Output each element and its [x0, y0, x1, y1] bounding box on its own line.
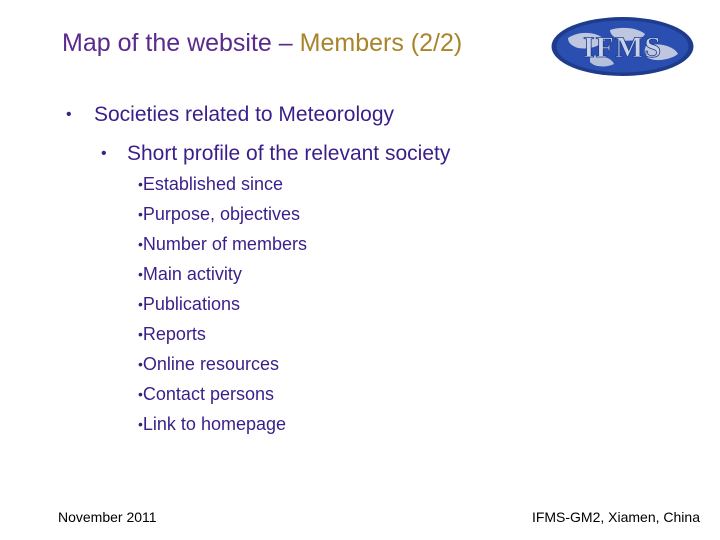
list-item-text: Publications	[142, 294, 240, 314]
list-item	[138, 411, 307, 441]
list-item-text: Reports	[142, 324, 206, 344]
bullet-dot: •	[101, 145, 107, 162]
bullet-dot: •	[138, 296, 143, 312]
list-item	[138, 231, 307, 261]
list-item	[138, 351, 307, 381]
list-item-text: Link to homepage	[142, 414, 287, 434]
profile-items-list	[138, 171, 307, 441]
list-item-text: Contact persons	[142, 384, 274, 404]
footer-date: November 2011	[58, 509, 157, 525]
list-item-text: Established since	[142, 174, 283, 194]
bullet-dot: •	[138, 266, 143, 282]
list-item	[138, 381, 307, 411]
slide-title	[62, 26, 462, 60]
list-item-text: Number of members	[142, 234, 307, 254]
list-item-text: Online resources	[142, 354, 279, 374]
bullet-level2-text: Short profile of the relevant society	[127, 142, 451, 165]
list-item-text: Purpose, objectives	[142, 204, 300, 224]
bullet-level2	[101, 140, 450, 168]
bullet-dot: •	[138, 356, 143, 372]
footer-event: IFMS-GM2, Xiamen, China	[531, 509, 700, 525]
bullet-dot: •	[66, 106, 72, 123]
list-item	[138, 261, 307, 291]
bullet-level1	[66, 101, 394, 129]
bullet-dot: •	[138, 326, 143, 342]
bullet-dot: •	[138, 236, 143, 252]
bullet-dot: •	[138, 176, 143, 192]
list-item-text: Main activity	[142, 264, 242, 284]
ifms-logo-graphic	[550, 16, 695, 77]
bullet-level1-text: Societies related to Meteorology	[94, 103, 394, 126]
bullet-dot: •	[138, 386, 143, 402]
ifms-logo-text: IFMS	[583, 31, 662, 64]
bullet-dot: •	[138, 416, 143, 432]
list-item	[138, 291, 307, 321]
list-item	[138, 171, 307, 201]
list-item	[138, 201, 307, 231]
ifms-logo	[550, 16, 695, 77]
list-item	[138, 321, 307, 351]
bullet-dot: •	[138, 206, 143, 222]
slide-title-accent: Members (2/2)	[299, 29, 463, 57]
slide-title-main: Map of the website –	[62, 29, 300, 57]
